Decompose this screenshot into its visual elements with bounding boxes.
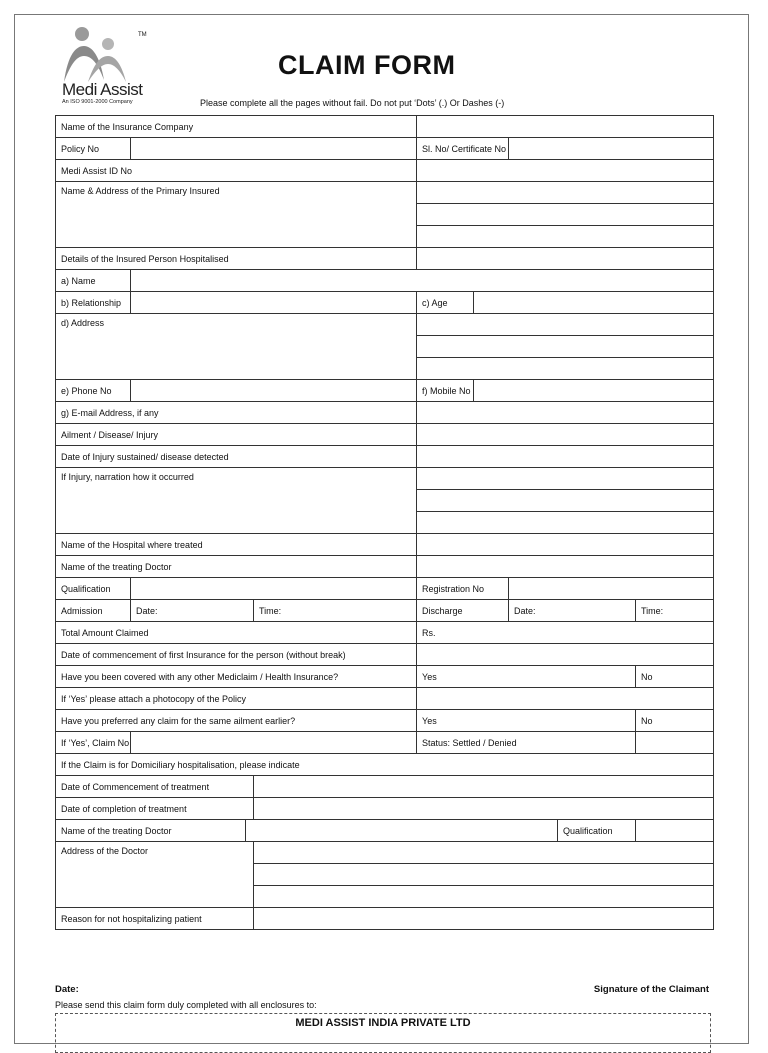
label-sl-no: Sl. No/ Certificate No bbox=[417, 138, 509, 160]
field-primary-insured-1[interactable] bbox=[417, 182, 714, 204]
field-registration[interactable] bbox=[509, 578, 714, 600]
label-reason: Reason for not hospitalizing patient bbox=[56, 908, 254, 930]
table-row bbox=[56, 798, 714, 820]
field-phone[interactable] bbox=[131, 380, 417, 402]
field-ailment[interactable] bbox=[417, 424, 714, 446]
table-row bbox=[56, 600, 714, 622]
table-row bbox=[56, 424, 714, 446]
field-discharge-date[interactable]: Date: bbox=[509, 600, 636, 622]
label-mobile: f) Mobile No bbox=[417, 380, 474, 402]
label-email: g) E-mail Address, if any bbox=[56, 402, 417, 424]
field-treating-doctor[interactable] bbox=[246, 820, 558, 842]
label-hospital: Name of the Hospital where treated bbox=[56, 534, 417, 556]
table-row bbox=[56, 710, 714, 732]
label-admission: Admission bbox=[56, 600, 131, 622]
field-age[interactable] bbox=[474, 292, 714, 314]
label-doctor-address: Address of the Doctor bbox=[56, 842, 254, 908]
label-phone: e) Phone No bbox=[56, 380, 131, 402]
field-injury-narration-2[interactable] bbox=[417, 490, 714, 512]
table-row bbox=[56, 820, 714, 842]
label-injury-narration: If Injury, narration how it occurred bbox=[56, 468, 417, 534]
field-total-claimed[interactable]: Rs. bbox=[417, 622, 714, 644]
brand-name: Medi Assist bbox=[62, 80, 143, 99]
field-completion-treatment[interactable] bbox=[254, 798, 714, 820]
field-attach-policy[interactable] bbox=[417, 688, 714, 710]
label-name: a) Name bbox=[56, 270, 131, 292]
footer-row bbox=[55, 984, 709, 995]
field-status[interactable] bbox=[636, 732, 714, 754]
field-admission-time[interactable]: Time: bbox=[254, 600, 417, 622]
field-mobile[interactable] bbox=[474, 380, 714, 402]
label-address: d) Address bbox=[56, 314, 417, 380]
label-attach-policy: If ‘Yes’ please attach a photocopy of the Policy bbox=[56, 688, 417, 710]
field-injury-narration-1[interactable] bbox=[417, 468, 714, 490]
label-completion-treatment: Date of completion of treatment bbox=[56, 798, 254, 820]
field-email[interactable] bbox=[417, 402, 714, 424]
field-policy-no[interactable] bbox=[131, 138, 417, 160]
field-doctor-address-1[interactable] bbox=[254, 842, 714, 864]
label-preferred-claim: Have you preferred any claim for the same ailment earlier? bbox=[56, 710, 417, 732]
field-qualification-2[interactable] bbox=[636, 820, 714, 842]
table-row bbox=[56, 754, 714, 776]
label-other-mediclaim: Have you been covered with any other Mediclaim / Health Insurance? bbox=[56, 666, 417, 688]
claim-form-table bbox=[55, 115, 714, 930]
trademark-mark: TM bbox=[138, 32, 147, 38]
instruction-text: Please complete all the pages without fail. Do not put ‘Dots’ (.) Or Dashes (-) bbox=[200, 98, 505, 108]
signature-label: Signature of the Claimant bbox=[593, 984, 709, 995]
option-no[interactable]: No bbox=[636, 666, 714, 688]
table-row bbox=[56, 622, 714, 644]
table-row bbox=[56, 644, 714, 666]
table-row bbox=[56, 556, 714, 578]
label-ailment: Ailment / Disease/ Injury bbox=[56, 424, 417, 446]
table-row bbox=[56, 314, 714, 336]
table-row bbox=[56, 534, 714, 556]
label-age: c) Age bbox=[417, 292, 474, 314]
label-date-injury: Date of Injury sustained/ disease detected bbox=[56, 446, 417, 468]
table-row bbox=[56, 248, 714, 270]
table-row bbox=[56, 270, 714, 292]
table-row bbox=[56, 776, 714, 798]
label-treating-doctor: Name of the treating Doctor bbox=[56, 820, 246, 842]
label-policy-no: Policy No bbox=[56, 138, 131, 160]
table-row bbox=[56, 666, 714, 688]
option-yes[interactable]: Yes bbox=[417, 666, 636, 688]
field-sl-no[interactable] bbox=[509, 138, 714, 160]
field-reason[interactable] bbox=[254, 908, 714, 930]
table-row bbox=[56, 908, 714, 930]
field-doctor-address-3[interactable] bbox=[254, 886, 714, 908]
option-no[interactable]: No bbox=[636, 710, 714, 732]
label-total-claimed: Total Amount Claimed bbox=[56, 622, 417, 644]
field-qualification[interactable] bbox=[131, 578, 417, 600]
company-name: MEDI ASSIST INDIA PRIVATE LTD bbox=[295, 1017, 471, 1029]
send-instruction: Please send this claim form duly completed with all enclosures to: bbox=[55, 1000, 317, 1010]
field-address-2[interactable] bbox=[417, 336, 714, 358]
field-medi-id[interactable] bbox=[417, 160, 714, 182]
field-admission-date[interactable]: Date: bbox=[131, 600, 254, 622]
table-row bbox=[56, 688, 714, 710]
field-doctor-address-2[interactable] bbox=[254, 864, 714, 886]
field-date-injury[interactable] bbox=[417, 446, 714, 468]
field-hospital[interactable] bbox=[417, 534, 714, 556]
label-qualification-2: Qualification bbox=[558, 820, 636, 842]
field-claim-no[interactable] bbox=[131, 732, 417, 754]
table-row bbox=[56, 182, 714, 204]
address-box bbox=[55, 1013, 711, 1053]
field-discharge-time[interactable]: Time: bbox=[636, 600, 714, 622]
page-title: CLAIM FORM bbox=[278, 50, 456, 80]
table-row bbox=[56, 446, 714, 468]
table-row bbox=[56, 380, 714, 402]
field-first-insurance[interactable] bbox=[417, 644, 714, 666]
label-domiciliary: If the Claim is for Domiciliary hospitalisation, please indicate bbox=[56, 754, 714, 776]
label-medi-id: Medi Assist ID No bbox=[56, 160, 417, 182]
table-row bbox=[56, 402, 714, 424]
field-name[interactable] bbox=[131, 270, 714, 292]
label-doctor: Name of the treating Doctor bbox=[56, 556, 417, 578]
field-details-hospitalised[interactable] bbox=[417, 248, 714, 270]
field-address-3[interactable] bbox=[417, 358, 714, 380]
label-insurance-company: Name of the Insurance Company bbox=[56, 116, 417, 138]
field-commencement-treatment[interactable] bbox=[254, 776, 714, 798]
table-row bbox=[56, 468, 714, 490]
field-insurance-company[interactable] bbox=[417, 116, 714, 138]
table-row bbox=[56, 160, 714, 182]
label-claim-no: If ‘Yes’, Claim No bbox=[56, 732, 131, 754]
table-row bbox=[56, 732, 714, 754]
table-row bbox=[56, 116, 714, 138]
field-injury-narration-3[interactable] bbox=[417, 512, 714, 534]
label-relationship: b) Relationship bbox=[56, 292, 131, 314]
label-registration: Registration No bbox=[417, 578, 509, 600]
option-yes[interactable]: Yes bbox=[417, 710, 636, 732]
table-row bbox=[56, 138, 714, 160]
field-relationship[interactable] bbox=[131, 292, 417, 314]
label-discharge: Discharge bbox=[417, 600, 509, 622]
label-qualification: Qualification bbox=[56, 578, 131, 600]
label-commencement-treatment: Date of Commencement of treatment bbox=[56, 776, 254, 798]
label-details-hospitalised: Details of the Insured Person Hospitalised bbox=[56, 248, 417, 270]
field-doctor[interactable] bbox=[417, 556, 714, 578]
label-primary-insured: Name & Address of the Primary Insured bbox=[56, 182, 417, 248]
label-first-insurance: Date of commencement of first Insurance for the person (without break) bbox=[56, 644, 417, 666]
table-row bbox=[56, 578, 714, 600]
table-row bbox=[56, 842, 714, 864]
footer-date-label: Date: bbox=[55, 984, 79, 995]
label-status: Status: Settled / Denied bbox=[417, 732, 636, 754]
table-row bbox=[56, 292, 714, 314]
field-primary-insured-2[interactable] bbox=[417, 204, 714, 226]
field-address-1[interactable] bbox=[417, 314, 714, 336]
field-primary-insured-3[interactable] bbox=[417, 226, 714, 248]
iso-text: An ISO 9001-2000 Company bbox=[62, 99, 133, 105]
